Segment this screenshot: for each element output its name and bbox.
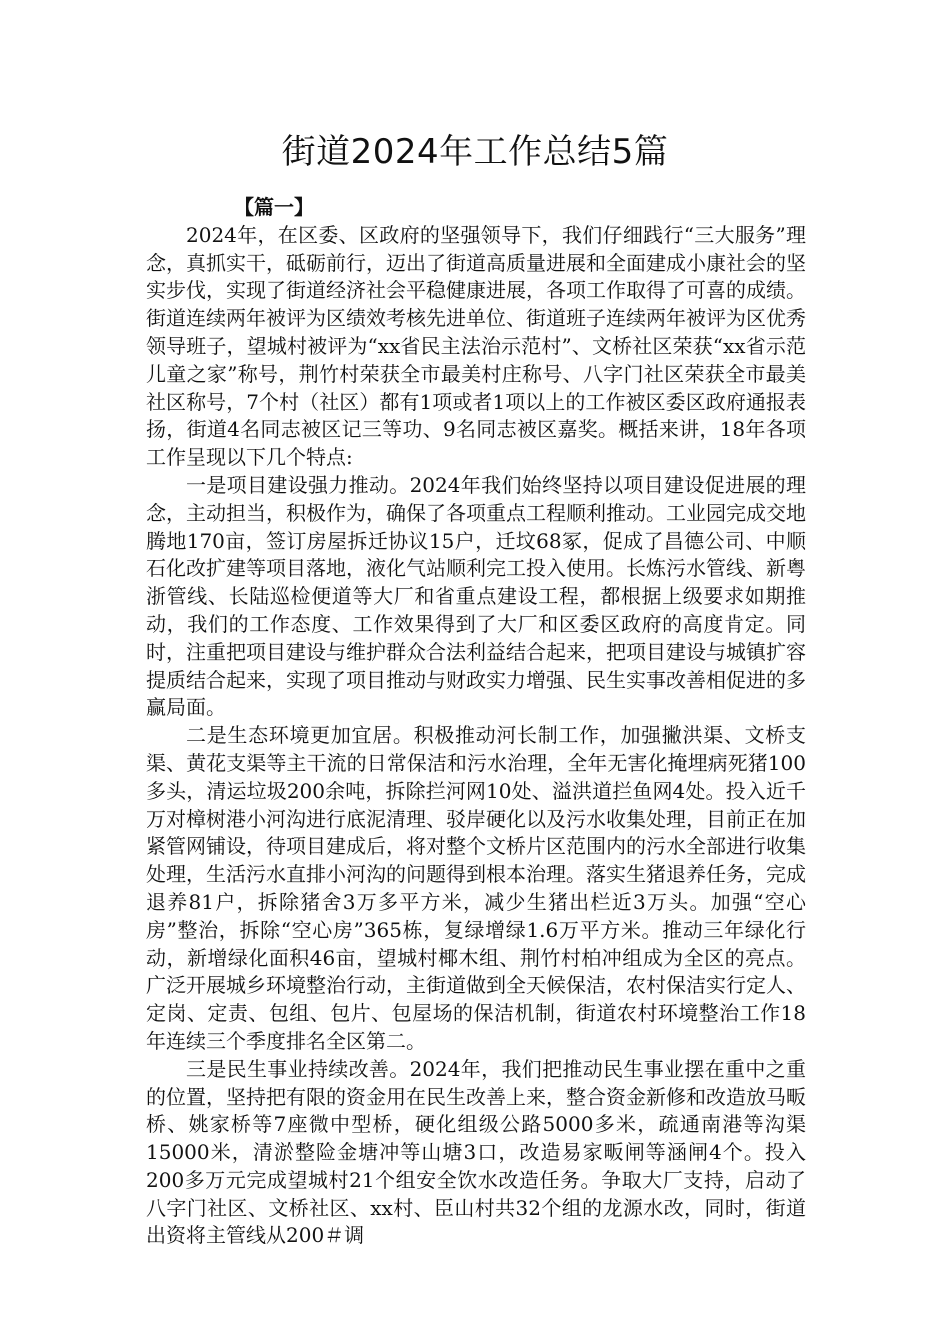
paragraph-livelihood: 三是民生事业持续改善。2024年，我们把推动民生事业摆在重中之重的位置，坚持把有限的资金用在民生改善上来，整合资金新修和改造放马畈桥、姚家桥等7座微中型桥，硬化组级公路5000多米，疏通南港等沟渠15000米，清淤整险金塘冲等山塘3口，改造易家畈闸等涵闸4个。投入200多万元完成望城村21个组安全饮水改造任务。争取大厂支持，启动了八字门社区、文桥社区、xx村、臣山村共32个组的龙源水改，同时，街道出资将主管线从200＃调 <box>146 1056 806 1248</box>
paragraph-intro: 2024年，在区委、区政府的坚强领导下，我们仔细践行“三大服务”理念，真抓实干，砥砺前行，迈出了街道高质量进展和全面建成小康社会的坚实步伐，实现了街道经济社会平稳健康进展，各项工作取得了可喜的成绩。街道连续两年被评为区绩效考核先进单位、街道班子连续两年被评为区优秀领导班子，望城村被评为“xx省民主法治示范村”、文桥社区荣获“xx省示范儿童之家”称号，荆竹村荣获全市最美村庄称号、八字门社区荣获全市最美社区称号，7个村（社区）都有1项或者1项以上的工作被区委区政府通报表扬，街道4名同志被区记三等功、9名同志被区嘉奖。概括来讲，18年各项工作呈现以下几个特点: <box>146 222 806 470</box>
section-label: 【篇一】 <box>234 195 314 219</box>
paragraph-project-construction: 一是项目建设强力推动。2024年我们始终坚持以项目建设促进展的理念，主动担当，积极作为，确保了各项重点工程顺利推动。工业园完成交地腾地170亩，签订房屋拆迁协议15户，迁坟68冢，促成了昌德公司、中顺石化改扩建等项目落地，液化气站顺利完工投入使用。长炼污水管线、新粤浙管线、长陆巡检便道等大厂和省重点建设工程，都根据上级要求如期推动，我们的工作态度、工作效果得到了大厂和区委区政府的高度肯定。同时，注重把项目建设与维护群众合法利益结合起来，把项目建设与城镇扩容提质结合起来，实现了项目推动与财政实力增强、民生实事改善相促进的多赢局面。 <box>146 472 806 720</box>
paragraph-ecological-environment: 二是生态环境更加宜居。积极推动河长制工作，加强撇洪渠、文桥支渠、黄花支渠等主干流的日常保洁和污水治理，全年无害化掩埋病死猪100多头，清运垃圾200余吨，拆除拦河网10处、溢洪道拦鱼网4处。投入近千万对樟树港小河沟进行底泥清理、驳岸硬化以及污水收集处理，目前正在加紧管网铺设，待项目建成后，将对整个文桥片区范围内的污水全部进行收集处理，生活污水直排小河沟的问题得到根本治理。落实生猪退养任务，完成退养81户，拆除猪舍3万多平方米，减少生猪出栏近3万头。加强“空心房”整治，拆除“空心房”365栋，复绿增绿1.6万平方米。推动三年绿化行动，新增绿化面积46亩，望城村椰木组、荆竹村柏冲组成为全区的亮点。广泛开展城乡环境整治行动，主街道做到全天候保洁，农村保洁实行定人、定岗、定责、包组、包片、包屋场的保洁机制，街道农村环境整治工作18年连续三个季度排名全区第二。 <box>146 723 806 1053</box>
document-title: 街道2024年工作总结5篇 <box>281 132 669 172</box>
document-body <box>146 194 806 1250</box>
